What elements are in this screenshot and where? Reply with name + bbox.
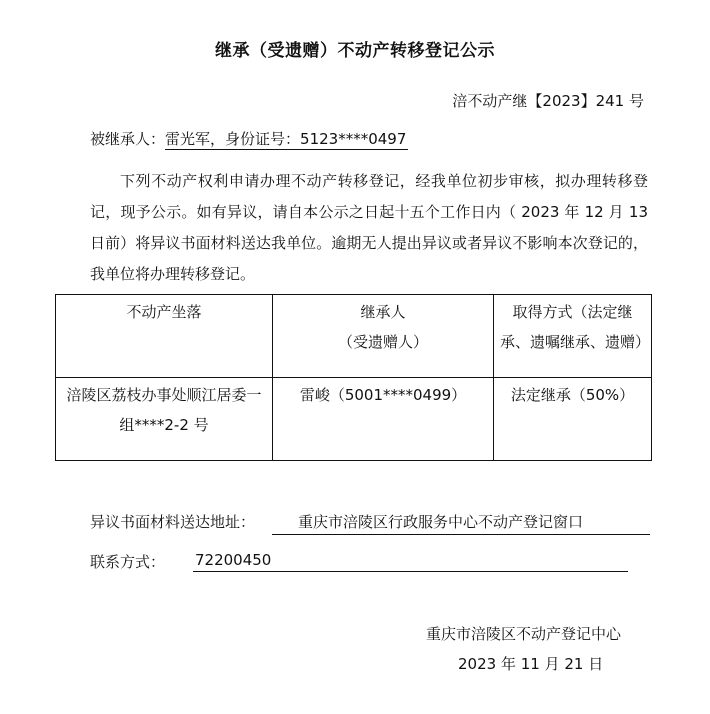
table-row — [56, 378, 652, 461]
phone-value: 72200450 — [193, 551, 628, 572]
address-value: 重庆市涪陵区行政服务中心不动产登记窗口 — [272, 511, 650, 535]
testator-line — [90, 128, 408, 149]
header-location — [56, 295, 273, 378]
cell-method — [494, 378, 652, 461]
address-field — [90, 511, 584, 532]
testator-label: 被继承人： — [90, 130, 166, 148]
header-method — [494, 295, 652, 378]
cell-location — [56, 378, 273, 461]
cell-location-text: 涪陵区荔枝办事处顺江居委一组****2-2 号 — [66, 386, 262, 434]
issuer-name: 重庆市涪陵区不动产登记中心 — [426, 625, 622, 643]
header-method-text: 取得方式（法定继承、遗嘱继承、遗赠） — [500, 303, 651, 351]
table-header-row — [56, 295, 652, 378]
phone-field — [90, 551, 272, 572]
testator-text: 雷光军，身份证号： — [165, 130, 301, 148]
cell-heir — [273, 378, 494, 461]
testator-id: 5123****0497 — [300, 130, 407, 148]
header-heir-line2: （受遗赠人） — [337, 333, 428, 351]
property-table — [55, 294, 652, 461]
document-title: 继承（受遗赠）不动产转移登记公示 — [215, 41, 495, 61]
cell-method-text: 法定继承（50%） — [510, 386, 635, 404]
header-location-text: 不动产坐落 — [126, 303, 202, 321]
phone-label: 联系方式： — [90, 553, 166, 571]
address-label: 异议书面材料送达地址： — [90, 513, 256, 531]
notice-body: 下列不动产权利申请办理不动产转移登记，经我单位初步审核，拟办理转移登记，现予公示。如有异议，请自本公示之日起十五个工作日内（ 2023 年 12 月 13 日前）将异议书面材料送达我单位。逾期无人提出异议或者异议不影响本次登记的，我单位将办理转移登记。 — [90, 172, 648, 283]
testator-name-id — [165, 130, 408, 150]
header-heir — [273, 295, 494, 378]
header-heir-line1: 继承人 — [360, 303, 406, 321]
cell-heir-text: 雷峻（5001****0499） — [299, 386, 467, 404]
document-number: 涪不动产继【2023】241 号 — [452, 92, 644, 110]
issue-date: 2023 年 11 月 21 日 — [458, 655, 604, 673]
